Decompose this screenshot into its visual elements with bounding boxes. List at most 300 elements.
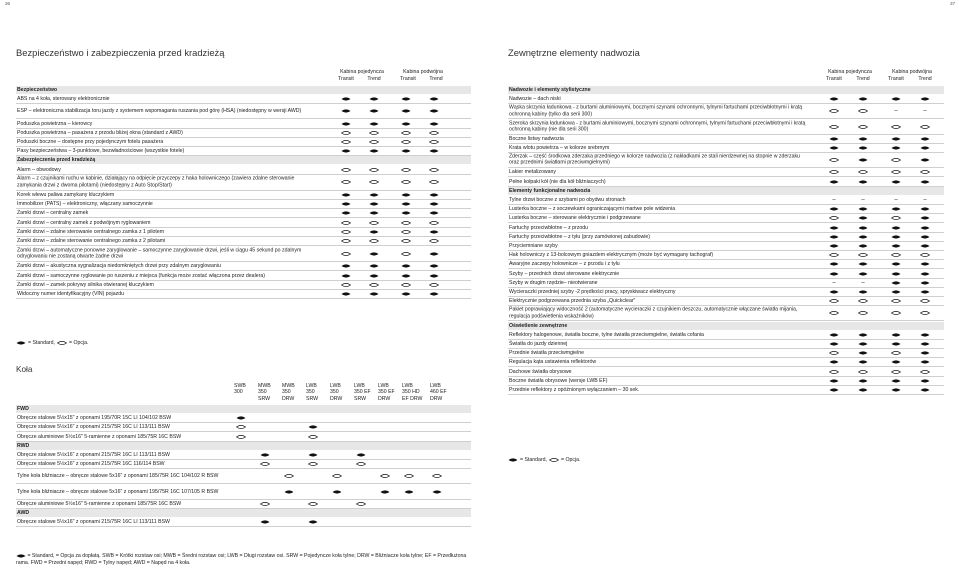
table-row xyxy=(508,120,944,135)
page-title: Bezpieczeństwo i zabezpieczenia przed kradzieżą xyxy=(16,47,225,58)
section-header xyxy=(16,156,471,164)
table-row xyxy=(16,104,471,119)
table-row xyxy=(508,224,944,233)
standard-lens-icon xyxy=(341,274,351,278)
table-row xyxy=(508,251,944,260)
standard-lens-icon xyxy=(891,137,901,141)
row-label: Alarm – obwodowy xyxy=(17,166,61,173)
row-label: Nadwozie – dach niski xyxy=(509,96,561,103)
row-label: Alarm – z czujnikami ruchu w kabinie, działający na odpięcie przyczepy z haka holowniczego (zawiera zdalne sterowanie zamykania drzwi z dwoma pilotami) (niedostępny z Auto Stop/Start) xyxy=(17,176,295,189)
option-lens-icon xyxy=(920,170,930,174)
row-label: Zamki drzwi – samoczynne ryglowanie po ruszeniu z miejsca (funkcja może zostać włączona przez dealera) xyxy=(17,272,265,279)
option-lens-icon xyxy=(369,168,379,172)
option-lens-icon xyxy=(429,180,439,184)
standard-lens-icon xyxy=(858,180,868,184)
table-row xyxy=(508,178,944,187)
table-row xyxy=(16,228,471,237)
page-number-left: 36 xyxy=(5,1,11,6)
standard-lens-icon xyxy=(891,333,901,337)
table-row xyxy=(16,262,471,271)
standard-lens-icon xyxy=(429,202,439,206)
option-lens-icon xyxy=(858,370,868,374)
standard-lens-icon xyxy=(369,97,379,101)
section-label: Oświetlenie zewnętrzne xyxy=(509,322,568,329)
standard-lens-icon xyxy=(369,149,379,153)
option-lens-icon xyxy=(341,239,351,243)
trend-header: Trend xyxy=(918,75,932,82)
row-label: Zamki drzwi – centralny zamek xyxy=(17,210,89,217)
standard-lens-icon xyxy=(401,211,411,215)
standard-lens-icon xyxy=(341,122,351,126)
row-label: Pełne kołpaki kół (nie dla kół bliźniaczych) xyxy=(509,178,606,185)
row-label: Immobilizer (PATS) – elektroniczny, włączany samoczynnie xyxy=(17,201,153,208)
option-lens-icon xyxy=(429,221,439,225)
standard-lens-icon xyxy=(891,360,901,364)
wheel-variant-line: 350 xyxy=(282,389,291,396)
option-lens-icon xyxy=(891,158,901,162)
table-row xyxy=(508,135,944,144)
option-lens-icon xyxy=(858,299,868,303)
standard-lens-icon xyxy=(858,290,868,294)
option-lens-icon xyxy=(236,425,246,429)
standard-lens-icon xyxy=(920,360,930,364)
option-lens-icon xyxy=(858,311,868,315)
standard-lens-icon xyxy=(332,490,342,494)
option-lens-icon xyxy=(891,253,901,257)
section-label: Nadwozie i elementy stylistyczne xyxy=(509,86,591,93)
row-label: Hak holowniczy z 13-bolcowym gniazdem elektrycznym (może być wymagany tachograf) xyxy=(509,252,714,259)
standard-lens-icon xyxy=(260,520,270,524)
option-lens-icon xyxy=(829,299,839,303)
standard-lens-icon xyxy=(920,146,930,150)
table-row xyxy=(16,469,471,484)
standard-lens-icon xyxy=(858,158,868,162)
standard-lens-icon xyxy=(920,235,930,239)
option-lens-icon xyxy=(369,140,379,144)
not-available-dash: – xyxy=(832,197,836,203)
option-lens-icon xyxy=(829,109,839,113)
page-title: Zewnętrzne elementy nadwozia xyxy=(508,47,640,58)
wheel-variant-header xyxy=(234,383,260,396)
row-label: Poduszki boczne – dostępne przy pojedynczym fotelu pasażera xyxy=(17,138,164,145)
standard-lens-icon xyxy=(858,272,868,276)
standard-lens-icon xyxy=(920,290,930,294)
option-lens-icon xyxy=(57,341,67,345)
option-lens-icon xyxy=(341,230,351,234)
standard-lens-icon xyxy=(891,281,901,285)
row-label: Pasy bezpieczeństwa – 3-punktowe, bezwładnościowe (wszystkie fotele) xyxy=(17,148,185,155)
standard-lens-icon xyxy=(829,360,839,364)
option-lens-icon xyxy=(829,125,839,129)
standard-lens-icon xyxy=(858,333,868,337)
standard-lens-icon xyxy=(858,379,868,383)
row-label: Poduszka powietrzna – pasażera z przodu bliżej okna (standard z AWD) xyxy=(17,129,183,136)
single-cab-header: Kabina pojedyncza xyxy=(340,69,384,75)
wheel-variant-header xyxy=(330,383,356,402)
standard-lens-icon xyxy=(369,122,379,126)
standard-lens-icon xyxy=(920,244,930,248)
option-lens-icon xyxy=(829,253,839,257)
standard-lens-icon xyxy=(829,235,839,239)
standard-lens-icon xyxy=(341,149,351,153)
standard-lens-icon xyxy=(341,97,351,101)
standard-lens-icon xyxy=(429,274,439,278)
wheel-variant-line: SWB xyxy=(234,383,246,389)
standard-lens-icon xyxy=(401,274,411,278)
option-lens-icon xyxy=(341,168,351,172)
wheel-variant-line: LWB xyxy=(430,383,441,389)
table-row xyxy=(16,290,471,299)
trend-header: Trend xyxy=(856,75,870,82)
standard-lens-icon xyxy=(401,122,411,126)
standard-lens-icon xyxy=(858,244,868,248)
standard-lens-icon xyxy=(401,202,411,206)
transit-header: Transit xyxy=(888,75,904,82)
table-row xyxy=(16,175,471,191)
standard-lens-icon xyxy=(341,264,351,268)
option-lens-icon xyxy=(829,370,839,374)
section-label: Elementy funkcjonalne nadwozia xyxy=(509,187,591,194)
option-lens-icon xyxy=(401,252,411,256)
row-label: Fartuchy przeciwbłotne – z przodu xyxy=(509,224,589,231)
option-lens-icon xyxy=(401,180,411,184)
wheel-variant-header xyxy=(282,383,308,402)
wheel-variant-header xyxy=(430,383,456,402)
wheel-variant-line: 350 xyxy=(306,389,315,396)
standard-lens-icon xyxy=(308,425,318,429)
page-number-right: 37 xyxy=(950,1,956,6)
standard-lens-icon xyxy=(920,158,930,162)
option-lens-icon xyxy=(858,253,868,257)
table-row xyxy=(508,104,944,119)
table-row xyxy=(16,129,471,138)
table-row xyxy=(16,120,471,129)
option-lens-icon xyxy=(891,299,901,303)
wheel-variant-line: MWB xyxy=(258,383,271,389)
option-lens-icon xyxy=(858,170,868,174)
standard-lens-icon xyxy=(920,207,930,211)
row-label: Pakiet poprawiający widoczność 2 (automatyczne wycieraczki z czujnikiem deszczu, automatycznie włączane światła mijania, regulacja podświetlenia wskaźników) xyxy=(509,307,798,320)
option-lens-icon xyxy=(260,502,270,506)
standard-lens-icon xyxy=(829,342,839,346)
not-available-dash: – xyxy=(861,279,865,286)
row-label: Zamki drzwi – akustyczna sygnalizacja niedomkniętych drzwi przy zdalnym zaryglowaniu xyxy=(17,263,221,270)
row-label: Korek wlewu paliwa zamykany kluczykiem xyxy=(17,191,115,198)
standard-lens-icon xyxy=(341,202,351,206)
option-lens-icon xyxy=(236,435,246,439)
table-row xyxy=(16,451,471,460)
section-header xyxy=(508,322,944,330)
wheels-title: Koła xyxy=(16,365,33,374)
option-lens-icon xyxy=(829,216,839,220)
wheel-variant-line: LWB xyxy=(378,383,389,389)
standard-lens-icon xyxy=(401,264,411,268)
standard-lens-icon xyxy=(341,292,351,296)
standard-lens-icon xyxy=(401,97,411,101)
standard-lens-icon xyxy=(429,149,439,153)
standard-lens-icon xyxy=(829,97,839,101)
row-label: Obręcze stalowe 5½x16" z oponami 215/75R 16C LI 113/111 BSW xyxy=(17,519,170,526)
standard-lens-icon xyxy=(891,272,901,276)
option-lens-icon xyxy=(341,221,351,225)
legend-option: = Opcja. xyxy=(560,457,581,463)
wheel-variant-line: DRW xyxy=(430,395,443,402)
row-label: Zamki drzwi – zdalne sterowanie centralnego zamka z 2 pilotami xyxy=(17,237,166,244)
standard-lens-icon xyxy=(891,388,901,392)
standard-lens-icon xyxy=(858,388,868,392)
standard-lens-icon xyxy=(429,211,439,215)
option-lens-icon xyxy=(429,283,439,287)
option-lens-icon xyxy=(380,474,390,478)
wheel-variant-header xyxy=(402,383,428,402)
row-label: Obręcze aluminiowe 5½x16" 5-ramienne z oponami 185/75R 16C BSW xyxy=(17,500,182,507)
not-available-dash: – xyxy=(861,197,865,203)
row-label: Fartuchy przeciwbłotne – z tyłu (przy zamówionej zabudowie) xyxy=(509,233,650,240)
table-row xyxy=(508,368,944,377)
double-cab-header: Kabina podwójna xyxy=(892,69,932,75)
wheel-variant-line: EF DRW xyxy=(402,395,423,402)
option-lens-icon xyxy=(332,474,342,478)
standard-lens-icon xyxy=(891,146,901,150)
standard-lens-icon xyxy=(369,211,379,215)
option-lens-icon xyxy=(369,239,379,243)
table-row xyxy=(16,485,471,500)
table-row xyxy=(508,270,944,279)
option-lens-icon xyxy=(858,109,868,113)
standard-lens-icon xyxy=(369,193,379,197)
option-lens-icon xyxy=(356,502,366,506)
wheels-note-text: = Standard, = Opcja za dopłatą. SWB = Krótki rozstaw osi; MWB = Średni rozstaw osi; LWB = Długi rozstaw osi. SRW = Pojedyncze koła tylne; DRW = Bliźniacze koła tylne; EF = Przedłużona rama. FWD = Przedni napęd; RWD = Tylny napęd; AWD = Napęd na 4 koła. xyxy=(16,553,467,566)
option-lens-icon xyxy=(549,458,559,462)
standard-lens-icon xyxy=(891,207,901,211)
standard-lens-icon xyxy=(429,193,439,197)
option-lens-icon xyxy=(829,351,839,355)
option-lens-icon xyxy=(404,474,414,478)
transit-header: Transit xyxy=(400,75,416,82)
wheel-variant-line: SRW xyxy=(258,395,271,402)
standard-lens-icon xyxy=(429,109,439,113)
table-row xyxy=(16,272,471,281)
standard-lens-icon xyxy=(858,146,868,150)
wheel-variant-line: LWB xyxy=(354,383,365,389)
section-label: RWD xyxy=(17,442,30,449)
wheel-variant-line: MWB xyxy=(282,383,295,389)
section-header xyxy=(16,442,471,450)
table-row xyxy=(508,214,944,223)
table-row xyxy=(508,260,944,269)
standard-lens-icon xyxy=(341,193,351,197)
wheel-variant-line: DRW xyxy=(330,395,343,402)
row-label: Obręcze stalowe 5½x15" z oponami 195/70R 15C LI 104/102 BSW xyxy=(17,415,172,422)
table-row xyxy=(16,518,471,527)
standard-lens-icon xyxy=(356,453,366,457)
standard-lens-icon xyxy=(920,180,930,184)
standard-lens-icon xyxy=(341,211,351,215)
legend xyxy=(508,457,580,463)
row-label: Obręcze aluminiowe 5½x16" 5-ramienne z oponami 185/75R 16C BSW xyxy=(17,433,182,440)
table-row xyxy=(508,297,944,306)
standard-lens-icon xyxy=(891,379,901,383)
section-header xyxy=(508,187,944,195)
standard-lens-icon xyxy=(920,388,930,392)
row-label: Dachowe światła obrysowe xyxy=(509,368,572,375)
option-lens-icon xyxy=(401,221,411,225)
not-available-dash: – xyxy=(832,279,836,286)
wheel-variant-header xyxy=(306,383,332,402)
standard-lens-icon xyxy=(891,244,901,248)
option-lens-icon xyxy=(920,253,930,257)
wheel-variant-line: 300 xyxy=(234,389,243,396)
standard-lens-icon xyxy=(429,292,439,296)
table-row xyxy=(508,331,944,340)
standard-lens-icon xyxy=(369,252,379,256)
option-lens-icon xyxy=(891,370,901,374)
wheel-variant-line: SRW xyxy=(354,395,367,402)
standard-lens-icon xyxy=(284,490,294,494)
standard-lens-icon xyxy=(858,360,868,364)
row-label: Wąska skrzynia ładunkowa - z burtami aluminiowymi, bocznymi szynami ochronnymi, tylnymi fartuchami przeciwbłotnymi i kratą ochronną kabiny (tylko dla serii 300) xyxy=(509,105,803,118)
standard-lens-icon xyxy=(829,226,839,230)
section-header xyxy=(16,509,471,517)
standard-lens-icon xyxy=(432,490,442,494)
section-header xyxy=(508,86,944,94)
not-available-dash: – xyxy=(894,197,898,203)
option-lens-icon xyxy=(429,140,439,144)
table-row xyxy=(16,200,471,209)
wheel-variant-header xyxy=(378,383,404,402)
option-lens-icon xyxy=(341,131,351,135)
table-row xyxy=(508,168,944,177)
row-label: Wycieraczki przedniej szyby -2 prędkości pracy, spryskiwacz elektryczny xyxy=(509,288,676,295)
table-row xyxy=(508,233,944,242)
table-row xyxy=(508,205,944,214)
standard-lens-icon xyxy=(236,416,246,420)
option-lens-icon xyxy=(920,311,930,315)
table-row xyxy=(16,95,471,104)
standard-lens-icon xyxy=(829,290,839,294)
row-label: Światła do jazdy dziennej xyxy=(509,340,568,347)
section-label: Bezpieczeństwo xyxy=(17,86,58,93)
table-row xyxy=(508,377,944,386)
legend xyxy=(16,340,88,346)
table-row xyxy=(508,279,944,288)
row-label: Boczne listwy nadwozia xyxy=(509,135,564,142)
option-lens-icon xyxy=(369,221,379,225)
not-available-dash: – xyxy=(923,108,927,115)
row-label: Elektrycznie podgrzewana przednia szyba „Quickclear” xyxy=(509,298,636,305)
standard-lens-icon xyxy=(891,180,901,184)
table-row xyxy=(508,242,944,251)
table-row xyxy=(16,138,471,147)
option-lens-icon xyxy=(891,216,901,220)
option-lens-icon xyxy=(308,502,318,506)
row-label: Przednie światła przeciwmgielne xyxy=(509,350,584,357)
standard-lens-icon xyxy=(920,137,930,141)
option-lens-icon xyxy=(429,239,439,243)
option-lens-icon xyxy=(341,252,351,256)
option-lens-icon xyxy=(920,299,930,303)
table-row xyxy=(16,433,471,442)
wheel-variant-line: LWB xyxy=(402,383,413,389)
standard-lens-icon xyxy=(429,230,439,234)
table-row xyxy=(16,423,471,432)
row-label: Szyby – przednich drzwi sterowane elektrycznie xyxy=(509,270,620,277)
wheel-variant-line: LWB xyxy=(330,383,341,389)
table-row xyxy=(508,340,944,349)
standard-lens-icon xyxy=(829,180,839,184)
standard-lens-icon xyxy=(920,216,930,220)
section-header xyxy=(16,86,471,94)
standard-lens-icon xyxy=(829,379,839,383)
standard-lens-icon xyxy=(920,379,930,383)
standard-lens-icon xyxy=(429,264,439,268)
row-label: ABS na 4 koła, sterowany elektronicznie xyxy=(17,96,110,103)
standard-lens-icon xyxy=(429,97,439,101)
table-row xyxy=(508,288,944,297)
standard-lens-icon xyxy=(401,149,411,153)
option-lens-icon xyxy=(432,474,442,478)
standard-lens-icon xyxy=(920,97,930,101)
standard-lens-icon xyxy=(369,274,379,278)
standard-lens-icon xyxy=(920,262,930,266)
table-row xyxy=(16,414,471,423)
option-lens-icon xyxy=(401,140,411,144)
standard-lens-icon xyxy=(920,351,930,355)
wheel-variant-line: 350 xyxy=(330,389,339,396)
standard-lens-icon xyxy=(858,97,868,101)
standard-lens-icon xyxy=(260,453,270,457)
standard-lens-icon xyxy=(891,342,901,346)
table-row xyxy=(508,95,944,104)
option-lens-icon xyxy=(401,131,411,135)
row-label: Zamki drzwi – centralny zamek z podwójnym ryglowaniem xyxy=(17,219,151,226)
standard-lens-icon xyxy=(16,554,26,558)
row-label: Szeroka skrzynia ładunkowa - z burtami aluminiowymi, bocznymi szynami ochronnymi, tylnymi fartuchami przeciwbłotnymi i kratą ochronną kabiny (nie dla serii 300) xyxy=(509,120,806,133)
row-label: Poduszka powietrzna – kierowcy xyxy=(17,120,93,127)
table-row xyxy=(16,147,471,156)
standard-lens-icon xyxy=(369,202,379,206)
standard-lens-icon xyxy=(891,226,901,230)
option-lens-icon xyxy=(858,125,868,129)
option-lens-icon xyxy=(920,370,930,374)
section-label: AWD xyxy=(17,509,30,516)
standard-lens-icon xyxy=(380,490,390,494)
standard-lens-icon xyxy=(920,272,930,276)
standard-lens-icon xyxy=(341,109,351,113)
wheel-variant-line: LWB xyxy=(306,383,317,389)
standard-lens-icon xyxy=(858,235,868,239)
standard-lens-icon xyxy=(429,122,439,126)
option-lens-icon xyxy=(260,462,270,466)
standard-lens-icon xyxy=(858,226,868,230)
wheel-variant-line: SRW xyxy=(306,395,319,402)
standard-lens-icon xyxy=(369,109,379,113)
wheel-variant-line: 350 EF xyxy=(378,389,395,396)
row-label: Tylne drzwi boczne z szybami po obydwu stronach xyxy=(509,196,626,203)
standard-lens-icon xyxy=(829,388,839,392)
standard-lens-icon xyxy=(891,97,901,101)
table-row xyxy=(16,166,471,175)
row-label: Boczne światła obrysowe (wersje LWB EF) xyxy=(509,377,608,384)
row-label: Zamki drzwi – automatyczne ponowne zaryglowanie – samoczynne zaryglowanie drzwi, jeśli w ciągu 45 sekund po zdalnym odryglowaniu nie zostaną otwarte żadne drzwi xyxy=(17,247,302,260)
option-lens-icon xyxy=(284,474,294,478)
option-lens-icon xyxy=(401,283,411,287)
standard-lens-icon xyxy=(401,292,411,296)
standard-lens-icon xyxy=(858,137,868,141)
wheel-variant-line: DRW xyxy=(378,395,391,402)
option-lens-icon xyxy=(920,125,930,129)
option-lens-icon xyxy=(401,230,411,234)
